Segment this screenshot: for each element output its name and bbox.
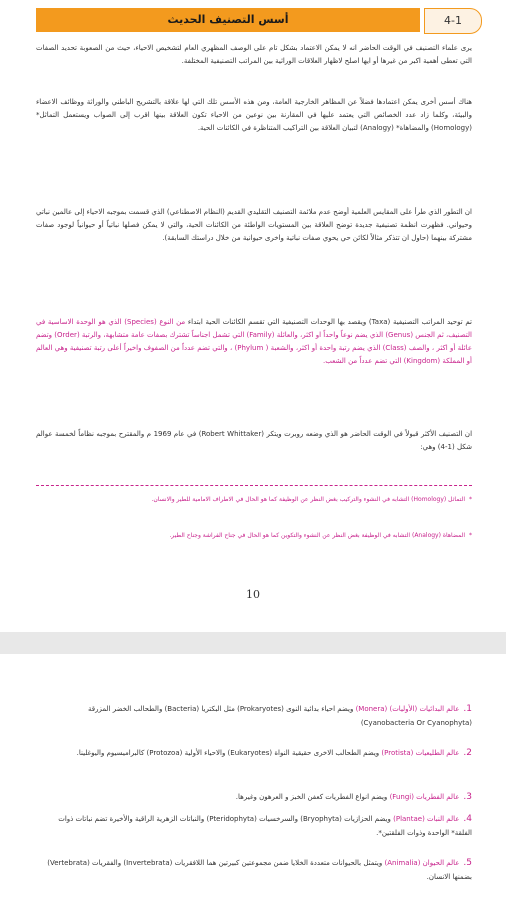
- item-text: ويضم الطحالب الاخرى حقيقية النواة (Eukaryotes) والاحياء الأولية (Protozoa) كالبراميسيوم واليوغلينا.: [76, 749, 380, 757]
- paragraph-other-bases: هناك أسس أخرى يمكن اعتمادها فضلاً عن المظاهر الخارجية العامة، ومن هذه الأسس تلك التي لها علاقة بالتشريح الباطني والوراثة ووظائف الاعضاء والبيئة، وكلما زاد عدد الخصائص التي يعتمد عليها في المقارنة بين نوعين من الاحياء تكون العلاقة بينها اقرب إلى الصواب ويستعمل التماثل* (Homology) والمضاهاة* (Analogy) لتبيان العلاقة بين التراكيب المتناظرة في الكائنات الحية.: [36, 98, 472, 132]
- item-name: عالم الفطريات (Fungi): [389, 793, 460, 801]
- section-title: أسس التصنيف الحديث: [36, 8, 420, 32]
- section-header: [36, 8, 482, 34]
- section-number: 4-1: [424, 8, 482, 34]
- kingdom-item-protista: [36, 746, 472, 760]
- kingdom-item-animalia: [36, 856, 472, 884]
- paragraph-intro: يرى علماء التصنيف في الوقت الحاضر انه لا يمكن الاعتماد بشكل تام على الوصف المظهري العام لتشخيص الاحياء، حيث من الصعوبة تحديد الصفات التي تعطى أهمية اكبر من غيرها أو ايها اصلح لاظهار العلاقات الوراثية بين المراتب التصنيفية المختلفة.: [36, 44, 472, 65]
- kingdom-item-monera: [36, 702, 472, 730]
- page-number: 10: [246, 588, 260, 601]
- item-text: ويضم انواع الفطريات كعفن الخبز و العرهون وغيرها.: [235, 793, 388, 801]
- taxa-intro: تم توحيد المراتب التصنيفية (Taxa) ويقصد بها الوحدات التصنيفية التي تقسم الكائنات الحية ابتداء: [187, 318, 472, 326]
- kingdom-item-fungi: [36, 790, 472, 804]
- item-name: عالم الطليعيات (Protista): [381, 749, 460, 757]
- item-number: 4.: [463, 814, 472, 824]
- item-name: عالم الحيوان (Animalia): [384, 859, 460, 867]
- book-page-2: [0, 654, 506, 900]
- item-number: 2.: [463, 748, 472, 758]
- footnote-analogy: [36, 530, 472, 542]
- paragraph-evolution: ان التطور الذي طرأ على المقايس العلمية أوضح عدم ملائمة التصنيف التقليدي القديم (النظام الاصطناعي) الذي قسمت بموجبه الاحياء إلى عالمين نباتي وحيواني. فظهرت انظمة تصنيفية جديدة توضح العلاقة بين المستويات الواطئة من الكائنات الحية، والتي لا يمكن فصلها نباتياً أو حيوانياً لوجود صفات مشتركة بينهما (حاول ان تتذكر مثالاً لكائن حي يحوي صفات نباتية واخرى حيوانية من خلال دراستك السابقة).: [36, 208, 472, 242]
- item-number: 5.: [463, 858, 472, 868]
- paragraph-whittaker: ان التصنيف الأكثر قبولاً في الوقت الحاضر هو الذي وضعه روبرت ويتكر (Robert Whittaker) في عام 1969 م والمقترح بموجبه نظاماً لخمسة عوالم شكل (1-4) وهي:: [36, 430, 473, 451]
- item-number: 3.: [463, 792, 472, 802]
- item-text: ويضم احياء بدائية النوى (Prokaryotes) مثل البكتريا (Bacteria) والطحالب الخضر المزرقة (Cyanobacteria Or Cyanophyta): [88, 705, 472, 727]
- footnote-homology: [36, 494, 472, 506]
- item-text: ويتمثل بالحيوانات متعددة الخلايا ضمن مجموعتين كبيرتين هما اللافقريات (Invertebrata) والفقريات (Vertebrata) بضمنها الانسان.: [47, 859, 472, 881]
- footnote-text: التماثل (Homology) التشابه في النشوء والتركيب بغض النظر عن الوظيفة كما هو الحال في الاطراف الامامية للطير والانسان.: [151, 496, 465, 503]
- item-number: 1.: [463, 704, 472, 714]
- footnote-star: *: [469, 532, 472, 539]
- footnote-star: *: [469, 496, 472, 503]
- item-text: ويضم الحزازيات (Bryophyta) والسرخسيات (Pteridophyta) والنباتات الزهرية الراقية والأخيرة تضم نباتات ذوات الفلقة* الواحدة وذوات الفلقتين*.: [58, 815, 472, 837]
- footnote-text: المضاهاة (Analogy) التشابه في الوظيفة بغض النظر عن النشوء والتكوين كما هو الحال في جناح الفراشة وجناح الطير.: [169, 532, 465, 539]
- paragraph-taxa: [36, 316, 472, 368]
- taxa-ranks: من النوع (Species) الذي هو الوحدة الاساسية في التصنيف، ثم الجنس (Genus) الذي يضم نوعاً واحداً او اكثر، والعائلة (Family) التي تشمل اجناساً تشترك بصفات عامة متشابهة، والرتبة (Order) وتضم عائلة أو اكثر ، والصف (Class) الذي يضم رتبة واحدة أو اكثر، والشعبة ( Phylum) ، والتي تضم عدداً من الصفوف واخيراً أعلى رتبة تصنيفية وهي العالم أو المملكة (Kingdom) التي تضم عدداً من الشعب.: [36, 318, 472, 365]
- item-name: عالم البدائيات (الأوليات) (Monera): [355, 705, 460, 713]
- item-name: عالم النبات (Plantae): [393, 815, 460, 823]
- kingdom-item-plantae: [36, 812, 472, 840]
- footnote-divider: [36, 485, 472, 486]
